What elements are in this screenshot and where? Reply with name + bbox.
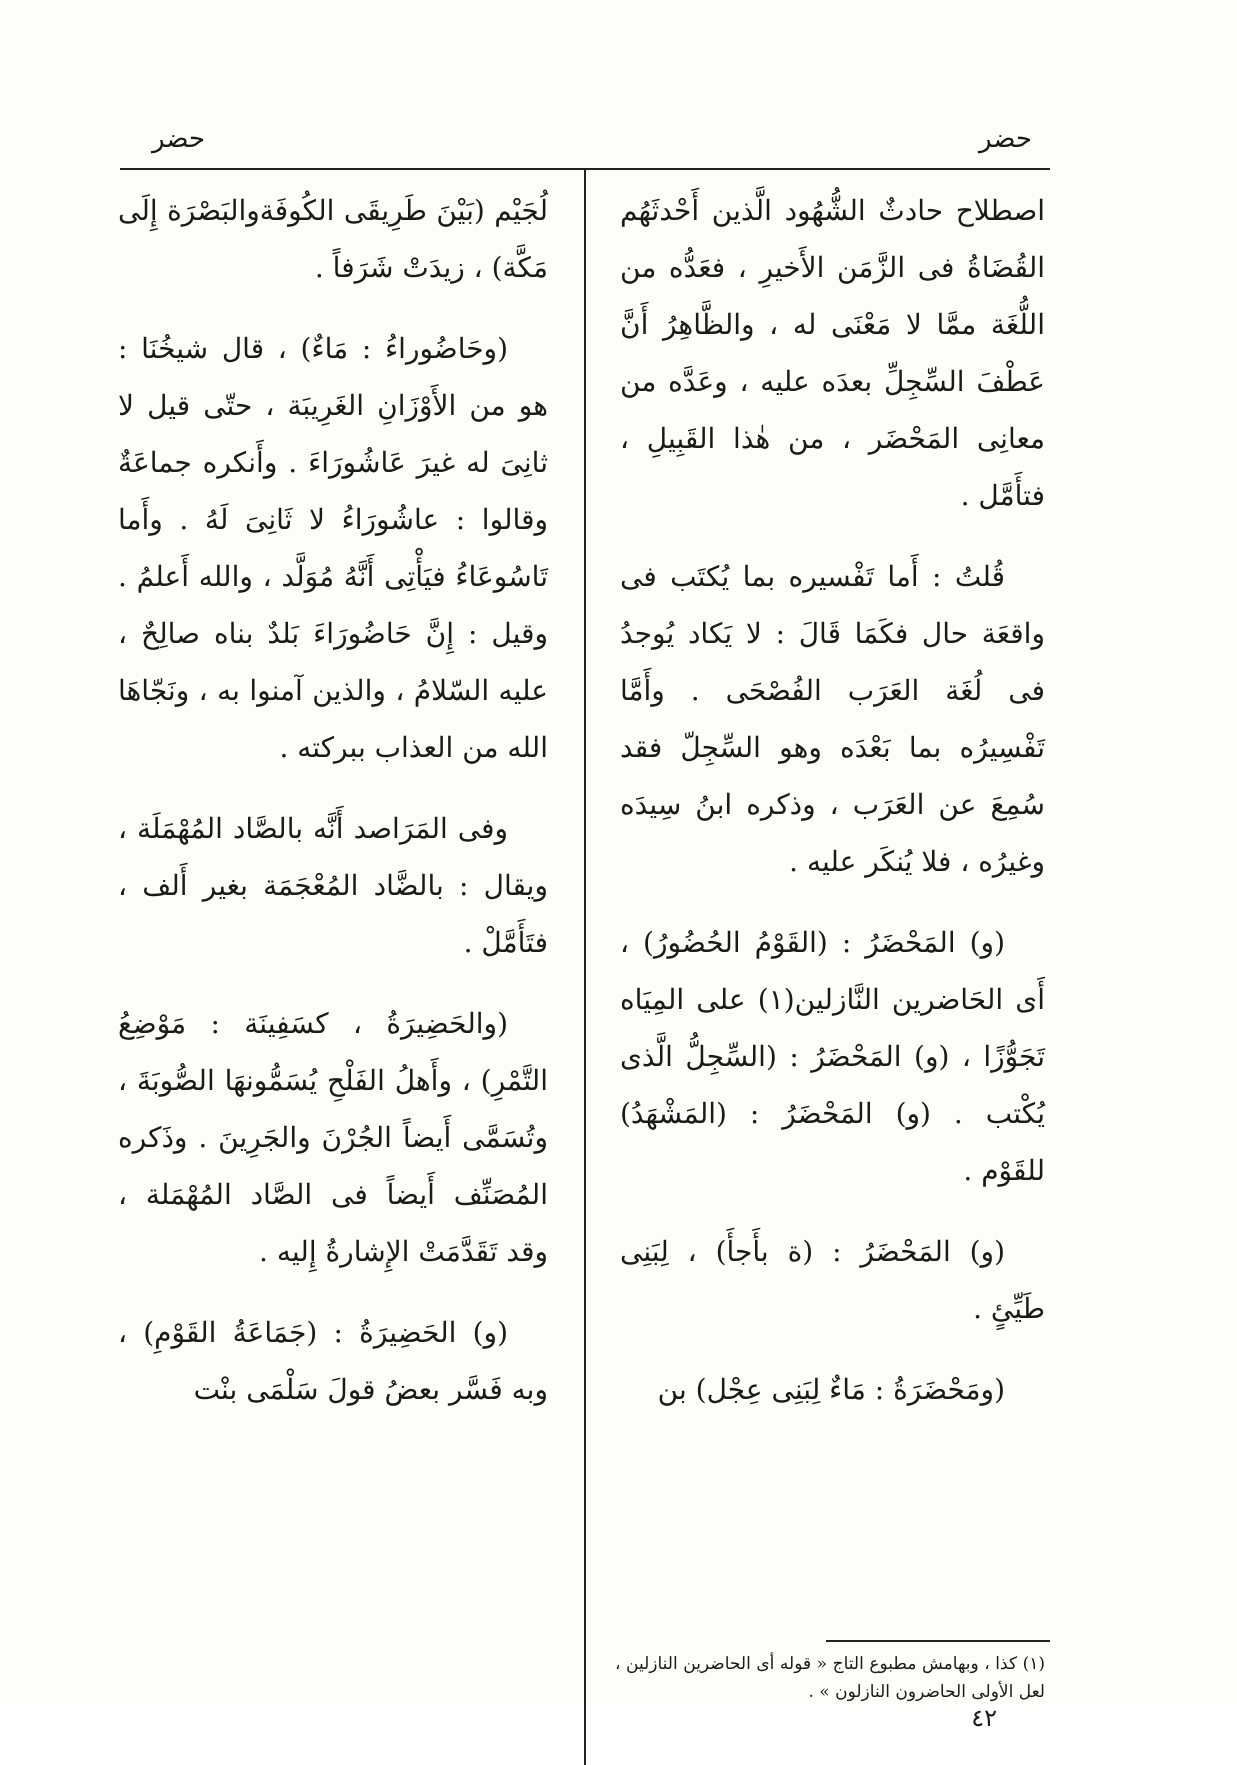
right-paragraph-3: (و) المَحْضَرُ : (القَوْمُ الحُضُورُ) ، أَى الحَاضرين النَّازلين(١) على المِيَاه تَجَوُّزًا ، (و) المَحْضَرُ : (السِّجِلُّ الَّذى يُكْتب . (و) المَحْضَرُ : (المَشْهَدُ) للقَوْم .: [620, 926, 1046, 1187]
left-column: [118, 182, 548, 1442]
running-header-left: حضر: [152, 124, 205, 154]
right-column: [620, 182, 1045, 1442]
left-paragraph-1: لُجَيْم (بَيْنَ طَرِيقَى الكُوفَةوالبَصْرَة إِلَى مَكَّة) ، زيدَتْ شَرَفاً .: [118, 194, 548, 284]
right-paragraph-1: اصطلاح حادثٌ الشُّهُود الَّذين أَحْدثَهُم القُضَاةُ فى الزَّمَن الأَخيرِ ، فعَدُّه من اللُّغَة ممَّا لا مَعْنَى له ، والظَّاهِرُ أَنَّ عَطْفَ السِّجِلِّ بعدَه عليه ، وعَدَّه من معانِى المَحْضَر ، من هٰذا القَبِيلِ ، فتأَمَّل .: [620, 194, 1045, 512]
left-paragraph-3: وفى المَرَاصد أَنَّه بالصَّاد المُهْمَلَة ، ويقال : بالضَّاد المُعْجَمَة بغير أَلف ، فتَأَمَّلْ .: [118, 812, 548, 959]
right-paragraph-4: (و) المَحْضَرُ : (ة بأَجأَ) ، لِبَنِى طَيِّئٍ .: [620, 1235, 1045, 1325]
right-paragraph-2: قُلتُ : أَما تَفْسيره بما يُكتَب فى واقعَة حال فكَمَا قَالَ : لا يَكاد يُوجدُ فى لُغَة العَرَب الفُصْحَى . وأَمَّا تَفْسِيرُه بما بَعْدَه وهو السِّجِلّ فقد سُمِعَ عن العَرَب ، وذكره ابنُ سِيدَه وغيرُه ، فلا يُنكَر عليه .: [620, 560, 1045, 878]
running-header-right: حضر: [979, 124, 1032, 154]
left-paragraph-5: (و) الحَضِيرَةُ : (جَمَاعَةُ القَوْمِ) ، وبه فَسَّر بعضُ قولَ سَلْمَى بنْت: [118, 1316, 548, 1406]
right-paragraph-5: (ومَحْضَرَةُ : مَاءٌ لِبَنِى عِجْل) بن: [657, 1373, 1005, 1406]
left-paragraph-4: (والحَضِيرَةُ ، كسَفِينَة : مَوْضِعُ التَّمْرِ) ، وأَهلُ الفَلْحِ يُسَمُّونهَا الصُّوبَةَ ، وتُسَمَّى أَيضاً الجُرْنَ والجَرِينَ . وذَكره المُصَنِّف أَيضاً فى الصَّاد المُهْمَلة ، وقد تَقَدَّمَتْ الإِشارةُ إِليه .: [118, 1007, 548, 1268]
column-divider: [584, 170, 586, 1765]
footnote: (١) كذا ، وبهامش مطبوع التاج « قوله أى الحاضرين النازلين ، لعل الأولى الحاضرون النازلون » .: [615, 1654, 1045, 1702]
left-paragraph-2: (وحَاضُوراءُ : مَاءٌ) ، قال شيخُنَا : هو من الأَوْزَانِ الغَرِيبَة ، حتّى قيل لا ثانِىَ له غيرَ عَاشُورَاءَ . وأَنكره جماعَةٌ وقالوا : عاشُورَاءُ لا ثَانِىَ لَهُ . وأَما تَاسُوعَاءُ فيَأْتِى أَنَّهُ مُوَلَّد ، والله أَعلمُ . وقيل : إِنَّ حَاضُورَاءَ بَلدٌ بناه صالِحٌ ، عليه السّلامُ ، والذين آمنوا به ، ونَجّاهَا الله من العذاب ببركته .: [118, 332, 548, 764]
footnote-rule: [826, 1640, 1050, 1642]
page-number: ٤٢: [971, 1704, 997, 1732]
